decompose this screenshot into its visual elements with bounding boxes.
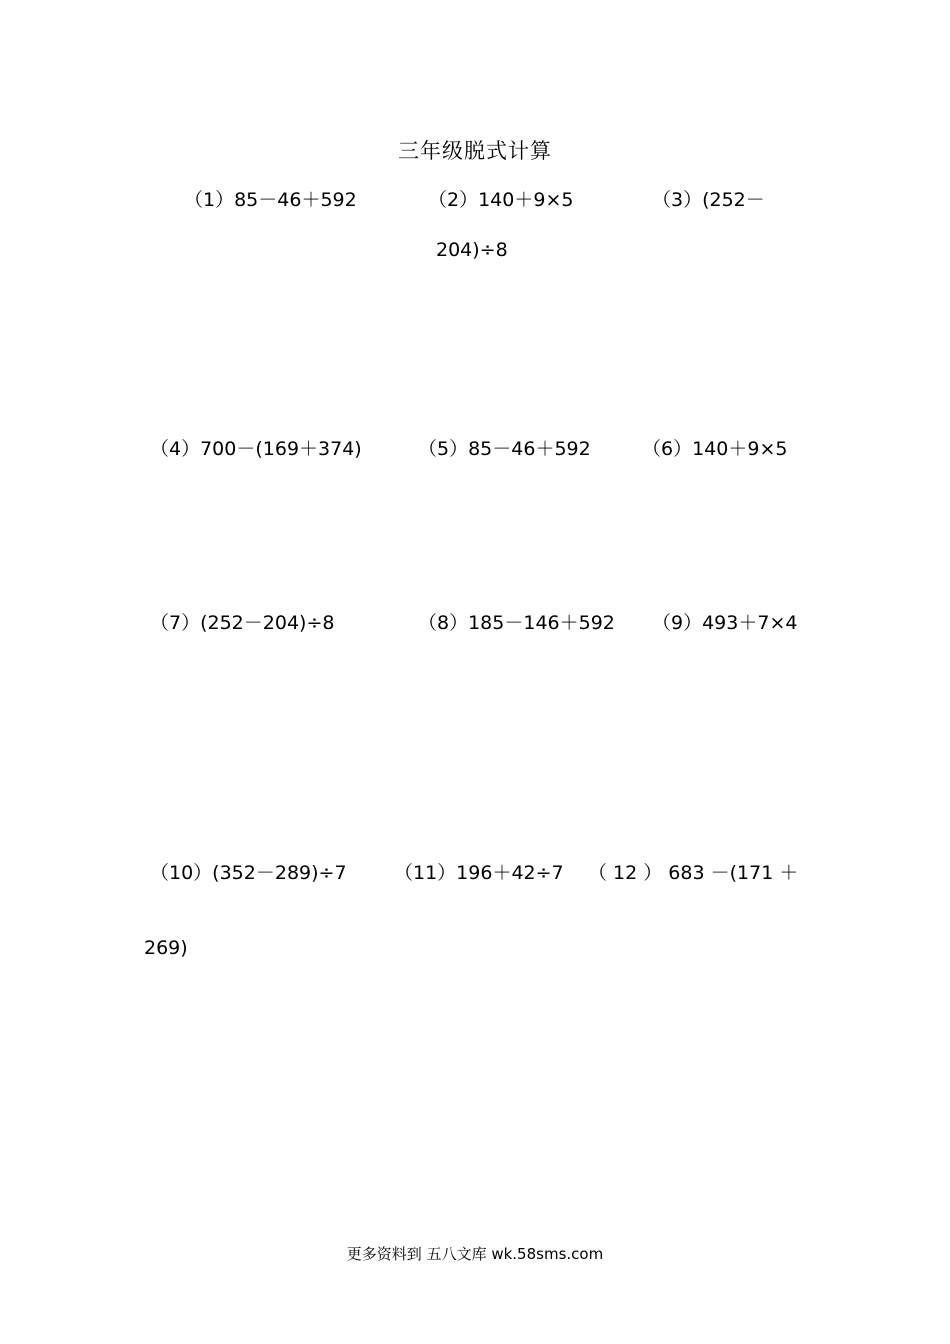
problem-2: （2）140＋9×5 (428, 189, 574, 211)
problem-9: （9）493＋7×4 (652, 612, 798, 634)
problem-7: （7）(252－204)÷8 (150, 612, 335, 634)
problem-6: （6）140＋9×5 (642, 438, 788, 460)
footer-note: 更多资料到 五八文库 wk.58sms.com (346, 1245, 604, 1263)
problem-4: （4）700－(169＋374) (150, 438, 362, 460)
problem-1: （1）85－46＋592 (184, 189, 357, 211)
problem-12-continuation: 269) (144, 937, 188, 959)
problem-8: （8）185－146＋592 (418, 612, 615, 634)
problem-11: （11）196＋42÷7 (394, 862, 564, 884)
problem-3-continuation: 204)÷8 (436, 239, 508, 261)
problem-3: （3）(252－ (652, 189, 765, 211)
problem-12: （ 12 ） 683 －(171 ＋ (588, 862, 799, 884)
problem-5: （5）85－46＋592 (418, 438, 591, 460)
page-title: 三年级脱式计算 (398, 139, 552, 163)
problem-10: （10）(352－289)÷7 (150, 862, 347, 884)
